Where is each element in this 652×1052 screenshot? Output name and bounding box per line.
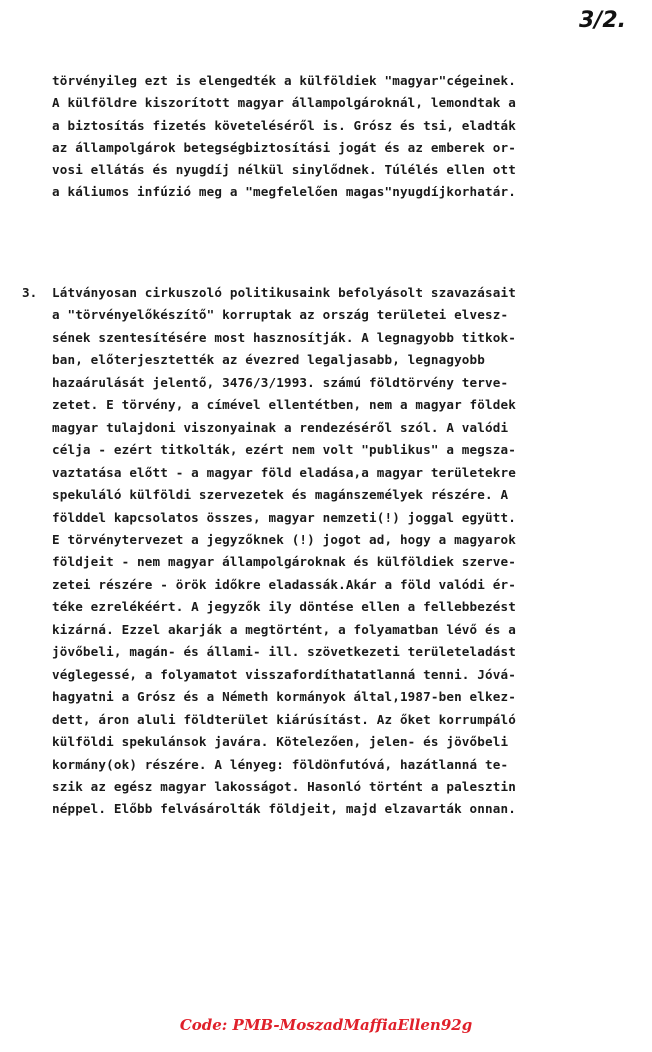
text-line: a biztosítás fizetés követeléséről is. Grósz és tsi, eladták	[52, 117, 516, 133]
text-line: E törvénytervezet a jegyzőknek (!) jogot ad, hogy a magyarok	[52, 531, 516, 547]
text-line: a káliumos infúzió meg a "megfelelően magas"nyugdíjkorhatár.	[52, 184, 516, 200]
text-line: néppel. Előbb felvásárolták földjeit, majd elzavarták onnan.	[52, 801, 516, 817]
text-line: az állampolgárok betegségbiztosítási jogát és az emberek or-	[52, 139, 516, 155]
text-line: törvényileg ezt is elengedték a külföldiek "magyar"cégeinek.	[52, 73, 516, 88]
text-line: Látványosan cirkuszoló politikusaink befolyásolt szavazásait	[52, 285, 516, 300]
text-line: zetei részére - örök időkre eladassák.Akár a föld valódi ér-	[52, 576, 516, 592]
text-line: a "törvényelőkészítő" korruptak az ország területei elvesz-	[52, 307, 509, 323]
text-line: célja - ezért titkolták, ezért nem volt "publikus" a megsza-	[52, 442, 516, 458]
text-line: dett, áron aluli földterület kiárúsítást. Az őket korrumpáló	[52, 711, 516, 727]
text-line: sének szentesítésére most hasznosítják. A legnagyobb titkok-	[52, 329, 516, 345]
text-line: jövőbeli, magán- és állami- ill. szövetkezeti területeladást	[52, 644, 516, 660]
text-line: zetet. E törvény, a címével ellentétben, nem a magyar földek	[52, 397, 516, 413]
paragraph-1	[52, 70, 600, 204]
text-line: földdel kapcsolatos összes, magyar nemzeti(!) joggal együtt.	[52, 509, 516, 525]
text-line: hazaárulását jelentő, 3476/3/1993. számú földtörvény terve-	[52, 374, 509, 390]
text-line: téke ezrelékéért. A jegyzők ily döntése ellen a fellebbezést	[52, 599, 516, 615]
text-line: kizárná. Ezzel akarják a megtörtént, a folyamatban lévő és a	[52, 621, 516, 637]
text-line: spekuláló külföldi szervezetek és magánszemélyek részére. A	[52, 487, 509, 503]
text-line: hagyatni a Grósz és a Németh kormányok által,1987-ben elkez-	[52, 689, 516, 705]
text-line: A külföldre kiszorított magyar állampolgároknál, lemondtak a	[52, 95, 516, 111]
text-line: véglegessé, a folyamatot visszafordíthatatlanná tenni. Jóvá-	[52, 666, 516, 682]
list-number: 3.	[22, 285, 38, 300]
text-line: vaztatása előtt - a magyar föld eladása,a magyar területekre	[52, 464, 516, 480]
text-line: vosi ellátás és nyugdíj nélkül sinylődnek. Túlélés ellen ott	[52, 162, 516, 178]
text-line: kormány(ok) részére. A lényeg: földönfutóvá, hazátlanná te-	[52, 756, 509, 772]
text-line: külföldi spekulánsok javára. Kötelezően, jelen- és jövőbeli	[52, 734, 509, 750]
footer-code: Code: PMB-MoszadMaffiaEllen92g	[179, 1016, 473, 1034]
text-line: szik az egész magyar lakosságot. Hasonló történt a palesztin	[52, 778, 516, 794]
paragraph-2	[52, 282, 600, 821]
text-line: ban, előterjesztették az évezred legaljasabb, legnagyobb	[52, 352, 485, 368]
text-line: földjeit - nem magyar állampolgároknak és külföldiek szerve-	[52, 554, 516, 570]
page-number: 3/2.	[578, 8, 626, 33]
text-line: magyar tulajdoni viszonyainak a rendezéséről szól. A valódi	[52, 419, 509, 435]
